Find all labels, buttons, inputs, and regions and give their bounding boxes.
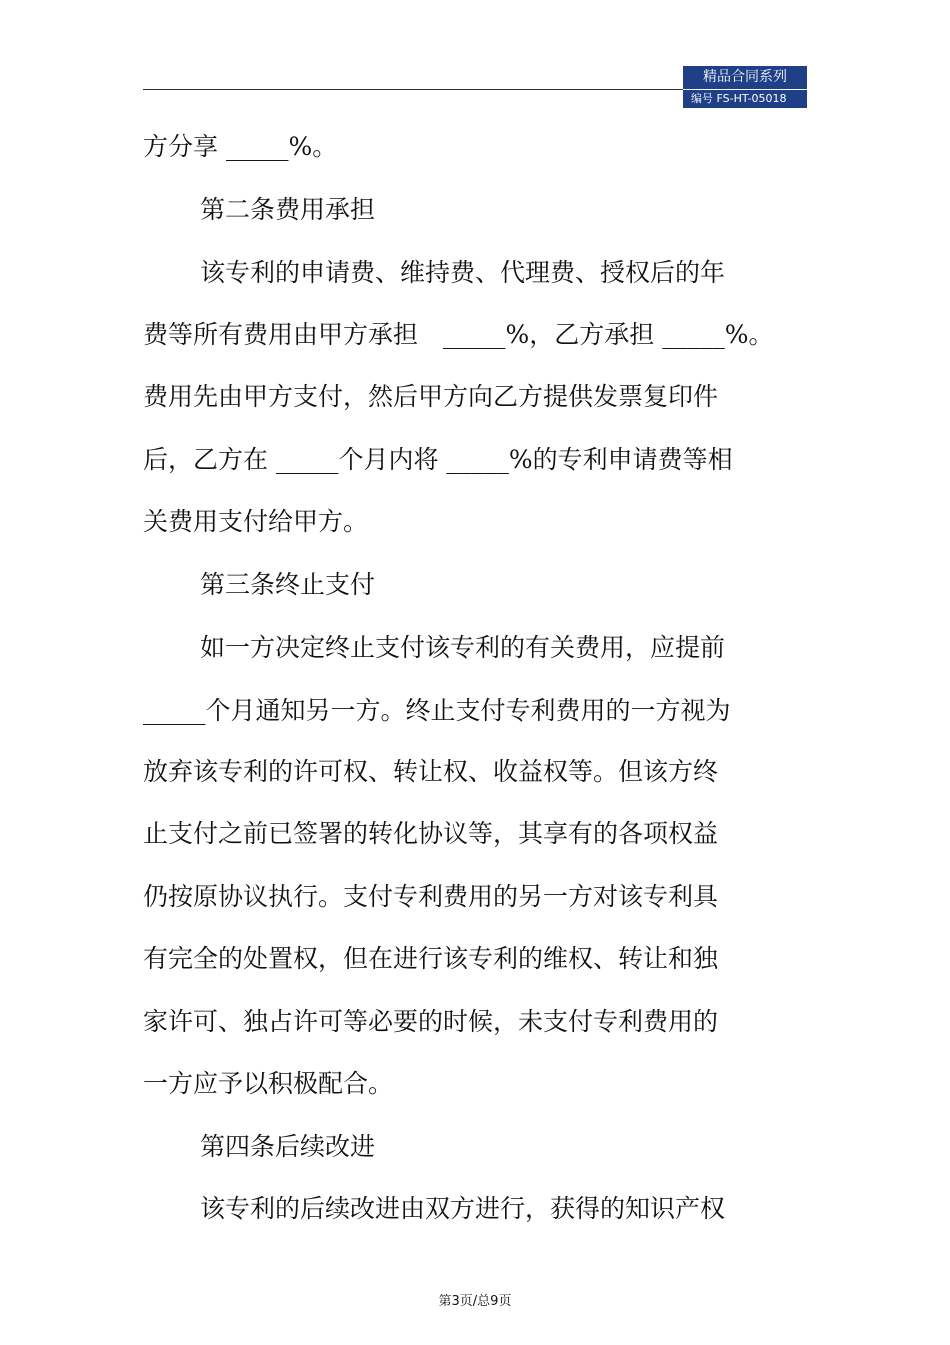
text-line: 该专利的后续改进由双方进行，获得的知识产权 (200, 1194, 726, 1223)
text-line: 家许可、独占许可等必要的时候，未支付专利费用的 (143, 1007, 719, 1036)
series-label: 精品合同系列 (703, 69, 787, 85)
text-line: 仍按原协议执行。支付专利费用的另一方对该专利具 (143, 882, 719, 911)
text-line: 费用先由甲方支付，然后甲方向乙方提供发票复印件 (143, 382, 719, 411)
text-line: _____个月通知另一方。终止支付专利费用的一方视为 (143, 696, 731, 725)
text-line: 后，乙方在 _____个月内将 _____%的专利申请费等相 (143, 445, 733, 474)
text-line: 方分享 _____%。 (143, 132, 338, 161)
article-heading: 第三条终止支付 (200, 570, 376, 599)
text-line: 该专利的申请费、维持费、代理费、授权后的年 (200, 258, 726, 287)
text-line: 关费用支付给甲方。 (143, 507, 369, 536)
text-line: 如一方决定终止支付该专利的有关费用，应提前 (200, 633, 726, 662)
page-number: 第3页/总9页 (438, 1294, 512, 1309)
series-badge (683, 66, 807, 108)
article-heading: 第二条费用承担 (200, 195, 376, 224)
document-code: 编号 FS-HT-05018 (691, 92, 787, 105)
text-line: 费等所有费用由甲方承担 _____%，乙方承担 _____%。 (143, 320, 774, 349)
article-heading: 第四条后续改进 (200, 1132, 376, 1161)
text-line: 止支付之前已签署的转化协议等，其享有的各项权益 (143, 819, 719, 848)
header-rule (143, 89, 683, 90)
text-line: 放弃该专利的许可权、转让权、收益权等。但该方终 (143, 757, 719, 786)
text-line: 一方应予以积极配合。 (143, 1069, 394, 1098)
text-line: 有完全的处置权，但在进行该专利的维权、转让和独 (143, 944, 719, 973)
